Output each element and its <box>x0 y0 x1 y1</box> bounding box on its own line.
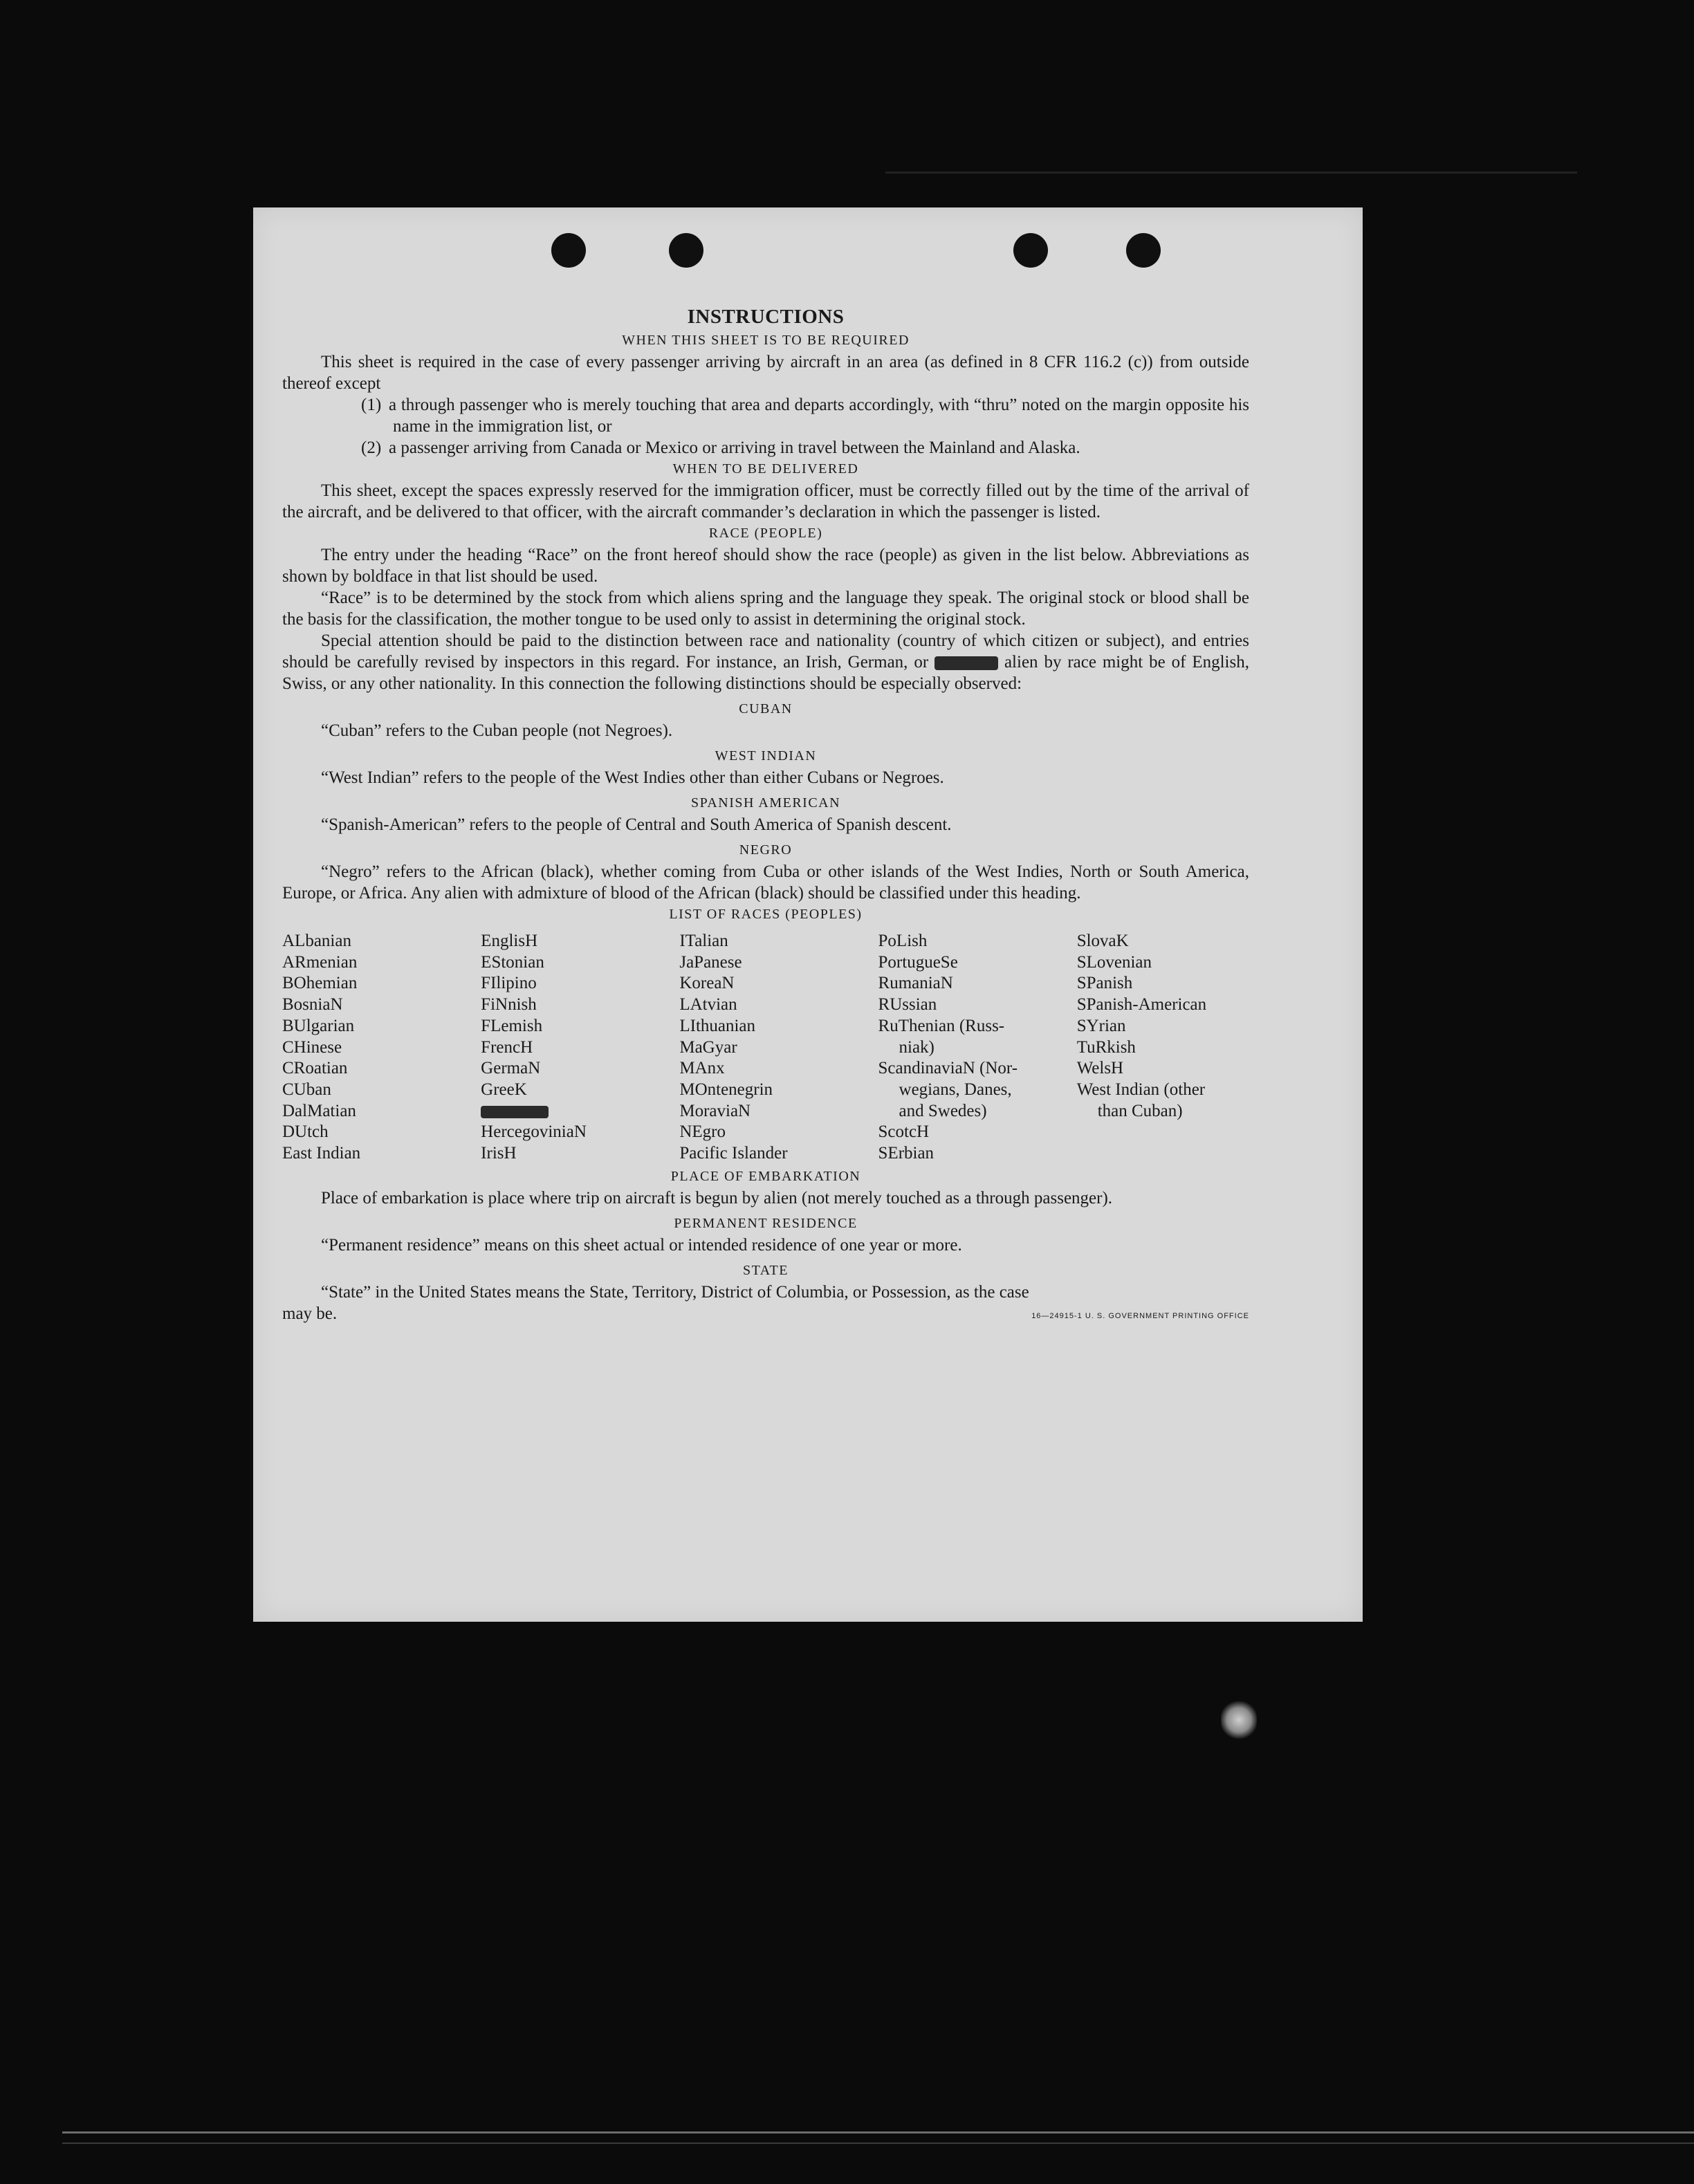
race-item: Pacific Islander <box>679 1144 788 1163</box>
exception-number: (1) <box>361 396 382 414</box>
races-list <box>282 931 1249 1165</box>
exception-item-2 <box>361 437 1249 459</box>
races-column-5 <box>1077 931 1249 1165</box>
scan-edge-bottom-2 <box>62 2143 1694 2144</box>
race-item-continuation: and Swedes) <box>899 1101 987 1120</box>
scan-smudge <box>1221 1700 1257 1740</box>
race-item: FIlipino <box>481 974 537 993</box>
race-item: TuRkish <box>1076 1037 1136 1057</box>
race-item: SlovaK <box>1076 932 1129 950</box>
race-item: FiNnish <box>481 995 537 1015</box>
redaction-mark <box>481 1106 549 1118</box>
section-heading-required: WHEN THIS SHEET IS TO BE REQUIRED <box>622 333 910 348</box>
race-item: BosniaN <box>282 995 343 1015</box>
section-heading-state: STATE <box>743 1262 789 1278</box>
race-item: RuThenian (Russ- <box>878 1016 1005 1035</box>
race-item: CHinese <box>282 1037 342 1057</box>
cuban-paragraph: “Cuban” refers to the Cuban people (not Negroes). <box>321 721 673 740</box>
race-item: RumaniaN <box>878 974 953 993</box>
race-item: GermaN <box>481 1059 541 1078</box>
race-item: BUlgarian <box>282 1016 355 1035</box>
race-item: East Indian <box>282 1144 361 1163</box>
race-item: ScotcH <box>878 1122 930 1142</box>
section-heading-negro: NEGRO <box>739 842 793 858</box>
page-title: INSTRUCTIONS <box>687 306 845 328</box>
required-paragraph: This sheet is required in the case of every passenger arriving by aircraft in an area (as defined in 8 CFR 116.2 (c)) from outside thereof except <box>282 353 1249 393</box>
race-item: ALbanian <box>282 932 351 950</box>
section-heading-cuban: CUBAN <box>739 701 793 716</box>
state-paragraph: “State” in the United States means the State, Territory, District of Columbia, or Possession, as the case <box>321 1282 1029 1302</box>
race-item: SErbian <box>878 1144 935 1163</box>
section-heading-embarkation: PLACE OF EMBARKATION <box>670 1168 861 1184</box>
west-indian-paragraph: “West Indian” refers to the people of the West Indies other than either Cubans or Negroes. <box>321 768 944 787</box>
punch-hole <box>669 233 703 268</box>
exception-item-1 <box>361 394 1249 437</box>
race-item: GreeK <box>481 1080 527 1099</box>
race-item: BOhemian <box>282 974 358 993</box>
exception-text: a through passenger who is merely touching that area and departs accordingly, with “thru” noted on the margin opposite his name in the immigration list, or <box>389 396 1249 436</box>
document-page <box>253 207 1363 1622</box>
race-item: DalMatian <box>282 1101 356 1120</box>
race-item: IrisH <box>481 1144 517 1163</box>
section-heading-race: RACE (PEOPLE) <box>708 526 823 541</box>
punch-hole <box>1013 233 1048 268</box>
section-heading-west-indian: WEST INDIAN <box>715 748 817 764</box>
section-heading-spanish-american: SPANISH AMERICAN <box>690 795 841 811</box>
race-item: JaPanese <box>679 952 742 972</box>
races-column-2 <box>481 931 679 1165</box>
race-item: SPanish <box>1076 974 1133 993</box>
races-column-3 <box>679 931 878 1165</box>
printing-office-code: 16—24915-1 U. S. GOVERNMENT PRINTING OFFICE <box>1031 1311 1249 1320</box>
race-item: EnglisH <box>481 932 538 950</box>
race-item: LIthuanian <box>679 1016 756 1035</box>
race-item: SYrian <box>1076 1016 1126 1035</box>
race-item: FLemish <box>481 1016 543 1035</box>
redaction-mark <box>935 656 998 670</box>
delivered-paragraph: This sheet, except the spaces expressly reserved for the immigration officer, must be correctly filled out by the time of the arrival of the aircraft, and be delivered to that officer, with the aircraft commander’s declaration in which the passenger is listed. <box>282 481 1249 521</box>
race-item: ScandinaviaN (Nor- <box>878 1059 1018 1078</box>
negro-paragraph: “Negro” refers to the African (black), whether coming from Cuba or other islands of the West Indies, North or South America, Europe, or Africa. Any alien with admixture of blood of the African (black) should be classified under this heading. <box>282 862 1249 903</box>
section-heading-races-list: LIST OF RACES (PEOPLES) <box>669 907 863 922</box>
race-item: SLovenian <box>1076 952 1152 972</box>
race-item: MoraviaN <box>679 1101 751 1120</box>
race-item: ITalian <box>679 932 728 950</box>
exception-text: a passenger arriving from Canada or Mexico or arriving in travel between the Mainland and Alaska. <box>389 438 1080 457</box>
race-paragraph-3 <box>282 630 1249 694</box>
state-paragraph-end: may be. <box>282 1304 338 1323</box>
race-item: PoLish <box>878 932 928 950</box>
races-column-4 <box>878 931 1077 1165</box>
race-item-continuation: niak) <box>899 1037 935 1057</box>
race-item: CRoatian <box>282 1059 348 1078</box>
race-item: KoreaN <box>679 974 735 993</box>
race-item: ARmenian <box>282 952 358 972</box>
state-footer-row <box>282 1303 1249 1324</box>
embarkation-paragraph: Place of embarkation is place where trip on aircraft is begun by alien (not merely touched as a through passenger). <box>321 1188 1113 1207</box>
race-paragraph-2: “Race” is to be determined by the stock from which aliens spring and the language they speak. The original stock or blood shall be the basis for the classification, the mother tongue to be used only to assist in determining the original stock. <box>282 589 1249 629</box>
races-column-1 <box>282 931 481 1165</box>
race-item: PortugueSe <box>878 952 958 972</box>
race-paragraph-3a: Special attention should be paid to the distinction between race and nationality (country of which citizen or subject), and entries should be carefully revised by inspectors in this regard. For instance, an Irish, German, or <box>282 631 1249 672</box>
race-item: RUssian <box>878 995 937 1015</box>
exception-number: (2) <box>361 438 382 457</box>
race-item: HercegoviniaN <box>481 1122 587 1142</box>
race-item: LAtvian <box>679 995 737 1015</box>
race-paragraph-3b: alien by race might be of English, Swiss, or any other nationality. In this connection the following distinctions should be especially observed: <box>282 653 1249 693</box>
race-item: West Indian (other <box>1076 1080 1206 1099</box>
section-heading-delivered: WHEN TO BE DELIVERED <box>672 461 859 476</box>
punch-hole <box>1126 233 1161 268</box>
race-item: MAnx <box>679 1059 725 1078</box>
race-paragraph-1: The entry under the heading “Race” on the front hereof should show the race (people) as given in the list below. Abbreviations as shown by boldface in that list should be used. <box>282 546 1249 586</box>
race-item: FrencH <box>481 1037 533 1057</box>
race-item-continuation: than Cuban) <box>1097 1101 1183 1120</box>
scan-edge-bottom <box>62 2131 1694 2134</box>
residence-paragraph: “Permanent residence” means on this sheet actual or intended residence of one year or more. <box>321 1235 962 1255</box>
section-heading-residence: PERMANENT RESIDENCE <box>674 1215 858 1231</box>
race-item: EStonian <box>481 952 544 972</box>
race-item: MOntenegrin <box>679 1080 773 1099</box>
race-item: MaGyar <box>679 1037 737 1057</box>
race-item-continuation: wegians, Danes, <box>899 1080 1012 1099</box>
punch-hole <box>551 233 586 268</box>
race-item: DUtch <box>282 1122 329 1142</box>
instructions-content <box>282 306 1249 1324</box>
scan-edge-top <box>885 172 1577 174</box>
race-item: CUban <box>282 1080 331 1099</box>
race-item: NEgro <box>679 1122 726 1142</box>
race-item: WelsH <box>1076 1059 1124 1078</box>
redacted-race-item <box>481 1101 679 1122</box>
race-item: SPanish-American <box>1076 995 1207 1015</box>
spanish-american-paragraph: “Spanish-American” refers to the people of Central and South America of Spanish descent. <box>321 815 952 834</box>
